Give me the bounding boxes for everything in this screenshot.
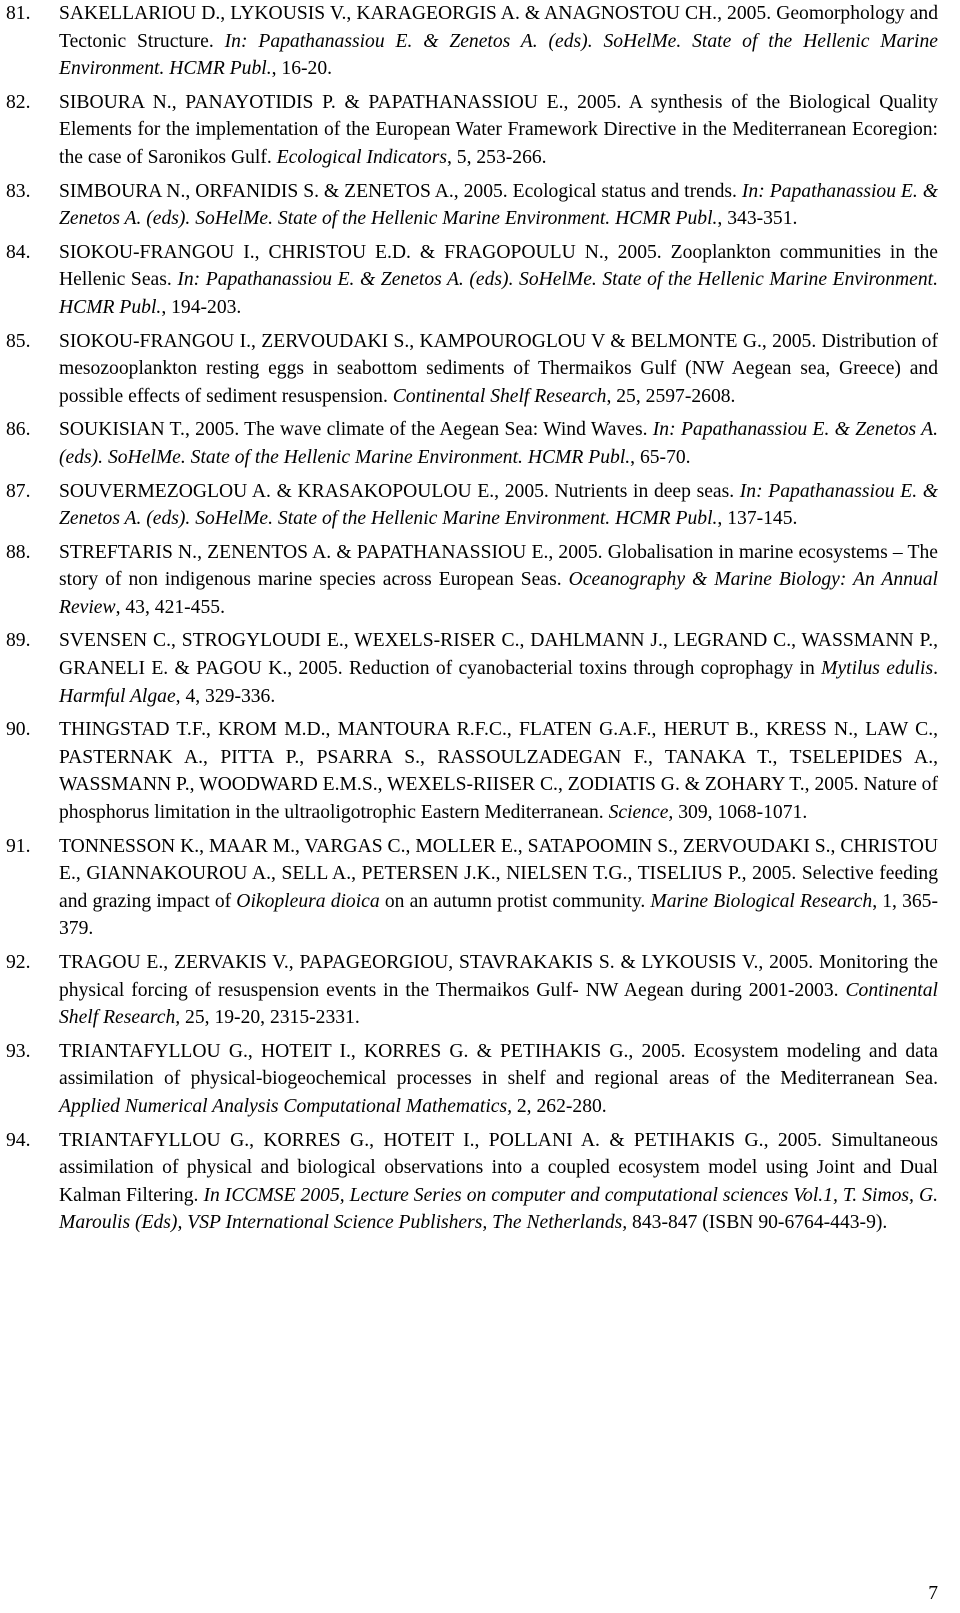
reference-item: [6, 416, 938, 471]
reference-number: 84.: [6, 241, 31, 263]
reference-segment: .: [933, 658, 938, 680]
reference-segment: SIOKOU-FRANGOU I., ZERVOUDAKI S., KAMPOUROGLOU V & BELMONTE G., 2005. Distribution of mesozooplankton resting eggs in seabottom sediments of Thermaikos Gulf (NW Aegean sea, Greece) and possible effects of sediment resuspension.: [59, 330, 938, 407]
reference-italic-segment: In:: [177, 269, 201, 291]
reference-number: 91.: [6, 835, 31, 857]
reference-number: 85.: [6, 330, 31, 352]
reference-italic-segment: Oceanography & Marine Biology: An Annual Review: [59, 569, 939, 618]
reference-text: [59, 419, 938, 468]
reference-segment: 25, 19-20, 2315-2331.: [180, 1007, 360, 1029]
reference-italic-segment: Oikopleura dioica: [236, 890, 380, 912]
reference-italic-segment: In:: [224, 30, 248, 52]
reference-text: [59, 242, 938, 318]
reference-item: [6, 178, 938, 233]
reference-item: [6, 833, 938, 943]
reference-segment: SIMBOURA N., ORFANIDIS S. & ZENETOS A., 2005. Ecological status and trends.: [59, 180, 742, 202]
reference-segment: TRIANTAFYLLOU G., KORRES G., HOTEIT I., POLLANI A. & PETIHAKIS G., 2005. Simultaneous assimilation of physical and biological observations into a coupled ecosystem model using Joint and Dual Kalman Filtering.: [59, 1129, 938, 1206]
reference-segment: , 1, 365-379.: [59, 890, 938, 940]
reference-number: 93.: [6, 1040, 31, 1062]
reference-item: [6, 478, 938, 533]
reference-text: [59, 1041, 938, 1117]
reference-item: [6, 716, 938, 826]
page-number: 7: [928, 1583, 938, 1604]
reference-text: [59, 3, 938, 79]
reference-italic-segment: In:: [652, 419, 676, 441]
reference-item: [6, 239, 938, 322]
reference-segment: , 5, 253-266.: [446, 146, 547, 168]
reference-number: 94.: [6, 1129, 31, 1151]
reference-italic-segment: Science,: [608, 802, 674, 824]
reference-segment: TRAGOU E., ZERVAKIS V., PAPAGEORGIOU, STAVRAKAKIS S. & LYKOUSIS V., 2005. Monitoring the physical forcing of resuspension events in the Thermaikos Gulf- NW Aegean during 2001-2003.: [59, 952, 938, 1001]
reference-italic-segment: Marine Biological Research: [650, 890, 873, 912]
reference-segment: 843-847 (ISBN 90-6764-443-9).: [627, 1212, 888, 1234]
reference-italic-segment: In ICCMSE 2005, Lecture Series on computer and computational sciences Vol.1, T. Simos, G. Maroulis (Eds), VSP International Science Publishers, The Netherlands,: [59, 1184, 938, 1234]
reference-item: [6, 949, 938, 1032]
reference-segment: SOUVERMEZOGLOU A. & KRASAKOPOULOU E., 2005. Nutrients in deep seas.: [59, 480, 740, 502]
reference-segment: on an autumn protist community.: [379, 890, 651, 912]
reference-italic-segment: Papathanassiou E. & Zenetos A. (eds). SoHelMe. State of the Hellenic Marine Environment. HCMR Publ.: [59, 480, 938, 530]
reference-italic-segment: Continental Shelf Research,: [59, 979, 938, 1029]
reference-item: [6, 89, 938, 172]
reference-italic-segment: Mytilus edulis: [821, 658, 934, 680]
reference-number: 83.: [6, 180, 31, 202]
reference-segment: , 4, 329-336.: [175, 685, 276, 707]
reference-text: [59, 630, 938, 706]
reference-segment: 309, 1068-1071.: [673, 802, 808, 824]
reference-segment: 2, 262-280.: [511, 1095, 607, 1117]
reference-segment: SIBOURA N., PANAYOTIDIS P. & PAPATHANASSIOU E., 2005. A synthesis of the Biological Quality Elements for the implementation of the European Water Framework Directive in the Mediterranean Ecoregion: the case of Saronikos Gulf.: [59, 91, 938, 168]
reference-segment: STREFTARIS N., ZENENTOS A. & PAPATHANASSIOU E., 2005. Globalisation in marine ecosystems – The story of non indigenous marine species across European Seas.: [59, 541, 938, 591]
reference-text: [59, 542, 938, 618]
reference-number: 87.: [6, 480, 31, 502]
reference-text: [59, 181, 938, 230]
reference-segment: TRIANTAFYLLOU G., HOTEIT I., KORRES G. & PETIHAKIS G., 2005. Ecosystem modeling and data assimilation of physical-biogeochemical processes in shelf and regional areas of the Mediterranean Sea.: [59, 1040, 938, 1090]
reference-italic-segment: Papathanassiou E. & Zenetos A. (eds). SoHelMe. State of the Hellenic Marine Environment. HCMR Publ.: [59, 30, 938, 80]
reference-number: 88.: [6, 541, 31, 563]
reference-number: 89.: [6, 630, 31, 652]
reference-italic-segment: Continental Shelf Research: [392, 385, 607, 407]
reference-segment: SAKELLARIOU D., LYKOUSIS V., KARAGEORGIS A. & ANAGNOSTOU CH., 2005. Geomorphology and Tectonic Structure.: [59, 3, 938, 52]
reference-item: [6, 0, 938, 83]
reference-number: 90.: [6, 719, 31, 741]
reference-text: [59, 836, 938, 940]
reference-text: [59, 92, 938, 168]
reference-segment: TONNESSON K., MAAR M., VARGAS C., MOLLER E., SATAPOOMIN S., ZERVOUDAKI S., CHRISTOU E., GIANNAKOUROU A., SELL A., PETERSEN J.K., NIELSEN T.G., TISELIUS P., 2005. Selective feeding and grazing impact of: [59, 835, 938, 912]
reference-segment: , 43, 421-455.: [115, 596, 225, 618]
reference-segment: SVENSEN C., STROGYLOUDI E., WEXELS-RISER C., DAHLMANN J., LEGRAND C., WASSMANN P., GRANELI E. & PAGOU K., 2005. Reduction of cyanobacterial toxins through coprophagy in: [59, 630, 938, 680]
reference-segment: , 25, 2597-2608.: [606, 385, 736, 407]
reference-text: [59, 719, 938, 823]
reference-item: [6, 627, 938, 710]
reference-italic-segment: Papathanassiou E. & Zenetos A. (eds). SoHelMe. State of the Hellenic Marine Environment. HCMR Publ.: [59, 180, 938, 230]
reference-italic-segment: In:: [739, 480, 763, 502]
reference-italic-segment: Harmful Algae: [59, 685, 176, 707]
reference-segment: SOUKISIAN T., 2005. The wave climate of the Aegean Sea: Wind Waves.: [59, 419, 653, 441]
reference-segment: , 343-351.: [717, 208, 798, 230]
reference-number: 92.: [6, 952, 31, 973]
reference-item: [6, 1127, 938, 1237]
reference-item: [6, 328, 938, 411]
reference-text: [59, 481, 938, 530]
reference-number: 81.: [6, 3, 31, 24]
reference-item: [6, 1038, 938, 1121]
reference-italic-segment: Papathanassiou E. & Zenetos A. (eds). SoHelMe. State of the Hellenic Marine Environment. HCMR Publ.: [59, 419, 938, 468]
reference-number: 86.: [6, 419, 31, 441]
reference-text: [59, 1130, 938, 1234]
reference-segment: , 194-203.: [161, 296, 242, 318]
reference-list: [6, 0, 938, 1243]
reference-italic-segment: Applied Numerical Analysis Computational Mathematics,: [59, 1095, 512, 1117]
reference-italic-segment: In:: [741, 180, 765, 202]
reference-italic-segment: Papathanassiou E. & Zenetos A. (eds). SoHelMe. State of the Hellenic Marine Environment. HCMR Publ.: [59, 269, 938, 318]
reference-segment: , 16-20.: [271, 58, 333, 80]
reference-italic-segment: Ecological Indicators: [276, 146, 447, 168]
reference-segment: SIOKOU-FRANGOU I., CHRISTOU E.D. & FRAGOPOULU N., 2005. Zooplankton communities in the Hellenic Seas.: [59, 241, 938, 291]
reference-text: [59, 331, 938, 407]
reference-number: 82.: [6, 91, 31, 113]
reference-segment: , 65-70.: [630, 446, 691, 468]
reference-segment: , 137-145.: [717, 508, 798, 530]
reference-item: [6, 539, 938, 622]
reference-text: [59, 952, 938, 1028]
reference-segment: THINGSTAD T.F., KROM M.D., MANTOURA R.F.C., FLATEN G.A.F., HERUT B., KRESS N., LAW C., PASTERNAK A., PITTA P., PSARRA S., RASSOULZADEGAN F., TANAKA T., TSELEPIDES A., WASSMANN P., WOODWARD E.M.S., WEXELS-RIISER C., ZODIATIS G. & ZOHARY T., 2005. Nature of phosphorus limitation in the ultraoligotrophic Eastern Mediterranean.: [59, 719, 938, 824]
